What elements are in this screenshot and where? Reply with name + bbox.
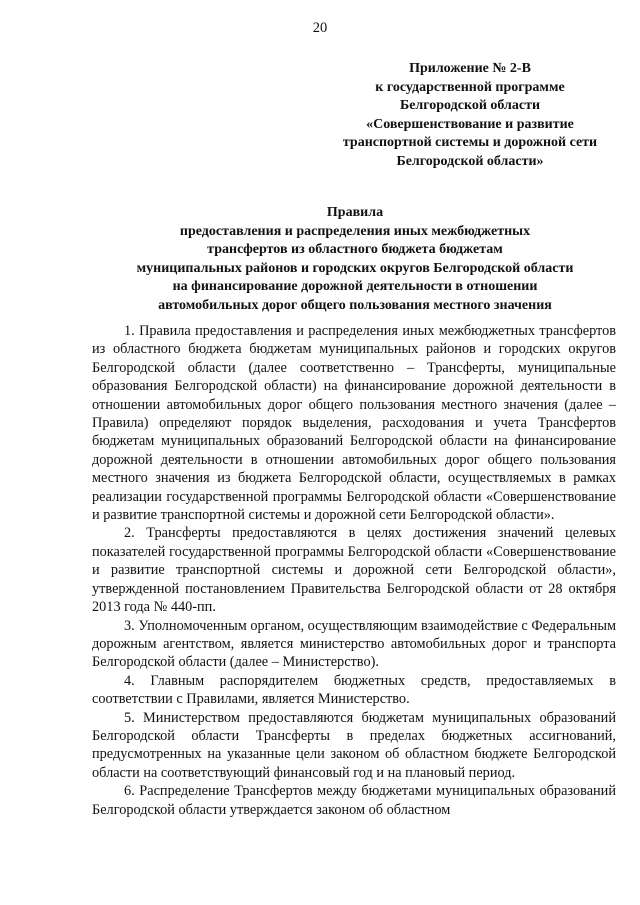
appendix-line: транспортной системы и дорожной сети (342, 135, 598, 151)
paragraph-3: 3. Уполномоченным органом, осуществляющим взаимодействие с Федеральным дорожным агентством, является министерство автомобильных дорог и транспорта Белгородской области (далее – Министерство). (92, 617, 616, 671)
appendix-line: Приложение № 2-В (409, 61, 531, 76)
paragraph-6: 6. Распределение Трансфертов между бюджетами муниципальных образований Белгородской области утверждается законом об областном (92, 783, 616, 818)
appendix-line: «Совершенствование и развитие (366, 116, 574, 132)
title-line: предоставления и распределения иных межбюджетных (179, 223, 531, 239)
appendix-line: к государственной программе (375, 79, 565, 95)
title-line: трансфертов из областного бюджета бюджетам (207, 242, 503, 258)
paragraph-1: 1. Правила предоставления и распределения иных межбюджетных трансфертов из областного бюджета бюджетам муниципальных районов и городских округов Белгородской области (далее соответственно – Трансферты, муниципальные образования Белгородской области) на финансирование дорожной деятельности в отношении автомобильных дорог общего пользования местного значения (далее – Правила) определяют порядок выделения, расходования и учета Трансфертов бюджетам муниципальных образований Белгородской области на финансирование дорожной деятельности в отношении автомобильных дорог общего пользования местного значения из бюджета Белгородской области, осуществляемых в рамках реализации государственной программы Белгородской области «Совершенствование и развитие транспортной системы и дорожной сети Белгородской области». (92, 323, 616, 524)
appendix-header (300, 60, 640, 172)
title-line: на финансирование дорожной деятельности в отношении (172, 279, 538, 295)
title-line: Правила (326, 205, 384, 220)
paragraph-2: 2. Трансферты предоставляются в целях достижения значений целевых показателей государственной программы Белгородской области «Совершенствование и развитие транспортной системы и дорожной сети Белгородской области», утвержденной постановлением Правительства Белгородской области от 28 октября 2013 года № 440-пп. (92, 525, 616, 616)
page-number: 20 (312, 20, 328, 36)
document-title (90, 204, 620, 316)
title-line: автомобильных дорог общего пользования местного значения (158, 297, 552, 313)
paragraph-5: 5. Министерством предоставляются бюджетам муниципальных образований Белгородской области Трансферты в пределах бюджетных ассигнований, предусмотренных на указанные цели законом об областном бюджете Белгородской области на соответствующий финансовый год и на плановый период. (92, 709, 616, 781)
paragraph-4: 4. Главным распорядителем бюджетных средств, предоставляемых в соответствии с Правилами, является Министерство. (92, 672, 616, 708)
appendix-line: Белгородской области (399, 98, 541, 114)
document-body (92, 322, 616, 819)
title-line: муниципальных районов и городских округов Белгородской области (136, 260, 574, 276)
appendix-line: Белгородской области» (396, 153, 544, 169)
